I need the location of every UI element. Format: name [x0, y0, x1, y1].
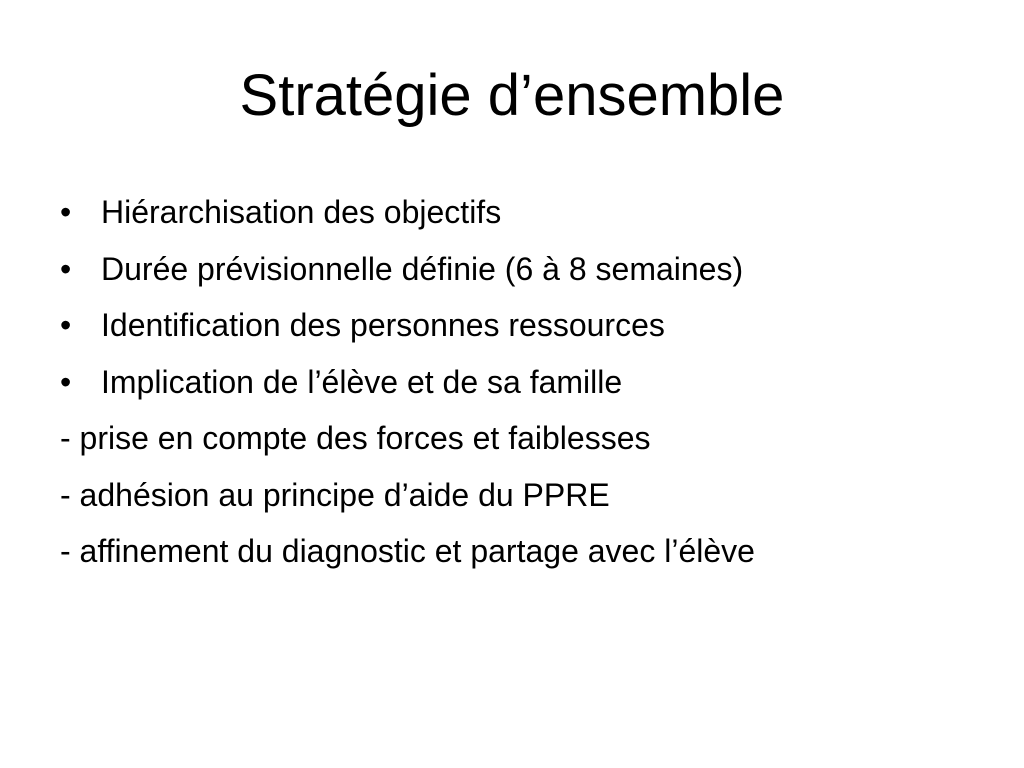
- sub-point: - affinement du diagnostic et partage avec l’élève: [60, 533, 755, 569]
- bullet-text: Identification des personnes ressources: [101, 307, 665, 343]
- bullet-text: Implication de l’élève et de sa famille: [101, 363, 623, 400]
- bullet-item: [60, 184, 755, 241]
- bullet-item: [60, 297, 755, 354]
- bullet-list: [60, 184, 755, 580]
- bullet-symbol: •: [60, 363, 72, 400]
- sub-point: - prise en compte des forces et faiblesses: [60, 420, 651, 456]
- bullet-symbol: •: [60, 194, 72, 230]
- bullet-text: Durée prévisionnelle définie (6 à 8 semaines): [101, 250, 744, 287]
- bullet-symbol: •: [60, 250, 72, 287]
- bullet-item: [60, 241, 755, 298]
- sub-point: - adhésion au principe d’aide du PPRE: [60, 476, 610, 513]
- bullet-item: [60, 354, 755, 411]
- slide-title: Stratégie d’ensemble: [239, 63, 785, 128]
- bullet-symbol: •: [60, 307, 72, 343]
- bullet-text: Hiérarchisation des objectifs: [101, 194, 502, 230]
